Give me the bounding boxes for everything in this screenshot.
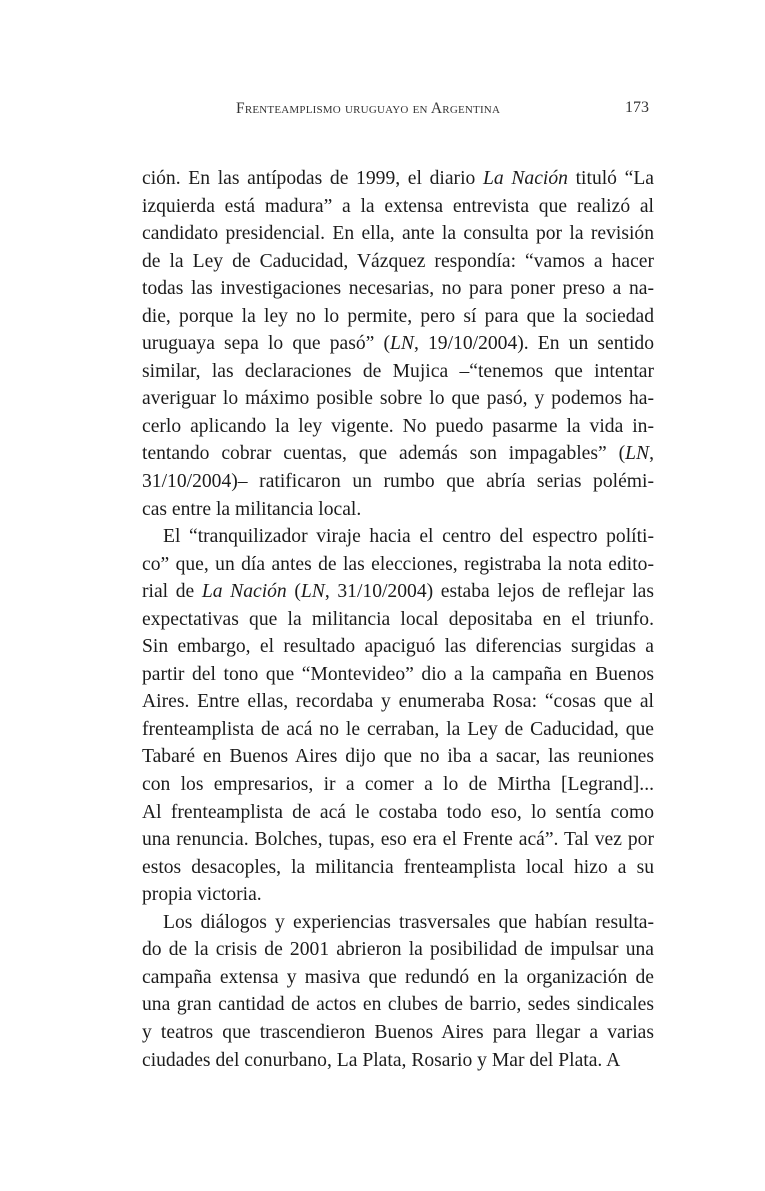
text-line: y teatros que trascendieron Buenos Aires para llegar a varias	[142, 1021, 654, 1043]
text-line: Al frenteamplista de acá le costaba todo eso, lo sentía como	[142, 801, 654, 823]
text-line: Tabaré en Buenos Aires dijo que no iba a sacar, las reuniones	[142, 746, 654, 768]
text-line: ción. En las antípodas de 1999, el diario La Nación tituló “La	[142, 168, 655, 189]
text-line: Los diálogos y experiencias trasversales que habían resulta-	[163, 911, 654, 933]
text-line: todas las investigaciones necesarias, no para poner preso a na-	[142, 278, 654, 300]
paragraph	[142, 165, 654, 523]
text-line: partir del tono que “Montevideo” dio a la campaña en Buenos	[142, 663, 654, 685]
text-line: do de la crisis de 2001 abrieron la posibilidad de impulsar una	[142, 939, 654, 961]
text-line: candidato presidencial. En ella, ante la consulta por la revisión	[142, 223, 654, 245]
text-line: cerlo aplicando la ley vigente. No puedo pasarme la vida in-	[142, 415, 654, 437]
text-line: izquierda está madura” a la extensa entrevista que realizó al	[142, 195, 654, 217]
text-line: averiguar lo máximo posible sobre lo que pasó, y podemos ha-	[142, 388, 654, 410]
paragraph	[142, 523, 654, 909]
text-line: similar, las declaraciones de Mujica –“tenemos que intentar	[142, 360, 654, 382]
text-line: uruguaya sepa lo que pasó” (LN, 19/10/2004). En un sentido	[142, 333, 654, 355]
text-line: expectativas que la militancia local depositaba en el triunfo.	[142, 608, 654, 630]
text-line: propia victoria.	[142, 884, 262, 906]
text-line: con los empresarios, ir a comer a lo de Mirtha [Legrand]...	[142, 774, 654, 796]
text-line: campaña extensa y masiva que redundó en la organización de	[142, 966, 654, 988]
text-line: una renuncia. Bolches, tupas, eso era el Frente acá”. Tal vez por	[142, 829, 654, 851]
text-line: tentando cobrar cuentas, que además son impagables” (LN,	[142, 443, 654, 465]
text-line: estos desacoples, la militancia frenteamplista local hizo a su	[142, 856, 654, 878]
text-line: Sin embargo, el resultado apaciguó las diferencias surgidas a	[142, 636, 654, 658]
text-line: co” que, un día antes de las elecciones, registraba la nota edito-	[142, 553, 654, 575]
paragraph	[142, 909, 654, 1074]
running-header-title	[236, 100, 500, 118]
text-line: cas entre la militancia local.	[142, 498, 362, 520]
text-line: de la Ley de Caducidad, Vázquez respondía: “vamos a hacer	[142, 250, 654, 272]
text-line: Aires. Entre ellas, recordaba y enumeraba Rosa: “cosas que al	[142, 691, 654, 713]
text-line: die, porque la ley no lo permite, pero sí para que la sociedad	[142, 305, 654, 327]
running-header-text: Frenteamplismo uruguayo en Argentina	[236, 100, 501, 117]
text-line: El “tranquilizador viraje hacia el centro del espectro políti-	[163, 526, 654, 548]
text-line: rial de La Nación (LN, 31/10/2004) estaba lejos de reflejar las	[142, 581, 654, 603]
text-line: 31/10/2004)– ratificaron un rumbo que abría serias polémi-	[142, 471, 654, 493]
text-line: ciudades del conurbano, La Plata, Rosario y Mar del Plata. A	[142, 1049, 621, 1071]
body-text	[142, 165, 654, 1074]
text-line: una gran cantidad de actos en clubes de barrio, sedes sindicales	[142, 994, 654, 1016]
text-line: frenteamplista de acá no le cerraban, la Ley de Caducidad, que	[142, 718, 654, 740]
page-number: 173	[625, 99, 649, 116]
